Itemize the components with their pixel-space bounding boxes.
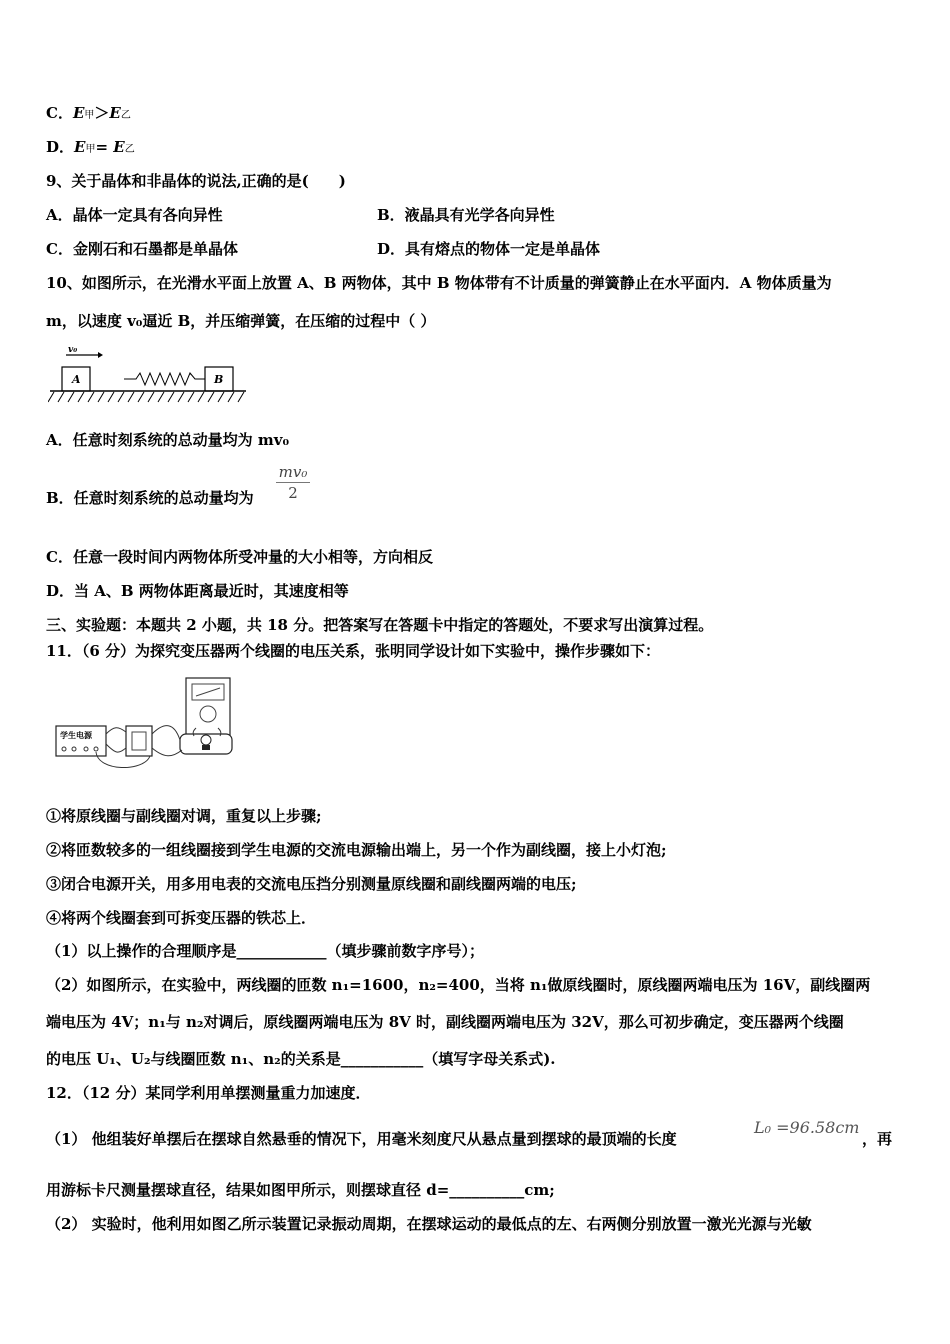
fraction-denominator: 2 — [288, 484, 298, 502]
transformer-core — [126, 726, 152, 756]
q12-part-1-line1: （1） 他组装好单摆后在摆球自然悬垂的情况下，用毫米刻度尺从悬点量到摆球的最顶端的长度 — [46, 1130, 677, 1148]
q11-part-2-line3: 的电压 U₁、U₂与线圈匝数 n₁、n₂的关系是___________（填写字母关系式). — [46, 1050, 556, 1068]
option-c-energy: C．E甲＞E乙 — [46, 104, 131, 122]
q12-stem: 12．（12 分）某同学利用单摆测量重力加速度． — [46, 1084, 371, 1102]
q10-option-b: B．任意时刻系统的总动量均为 — [46, 489, 254, 507]
q9-option-b: B．液晶具有光学各向异性 — [377, 206, 555, 224]
q9-option-a: A．晶体一定具有各向异性 — [46, 206, 223, 224]
q10-stem-line2: m，以速度 v₀逼近 B，并压缩弹簧，在压缩的过程中（ ） — [46, 312, 436, 330]
block-b-label: B — [214, 373, 224, 386]
q11-part-2-line2: 端电压为 4V；n₁与 n₂对调后，原线圈两端电压为 8V 时，副线圈两端电压为 32V，那么可初步确定，变压器两个线圈 — [46, 1013, 844, 1031]
q11-part-2-line1: （2）如图所示，在实验中，两线圈的匝数 n₁=1600，n₂=400，当将 n₁做原线圈时，原线圈两端电压为 16V，副线圈两 — [46, 976, 871, 994]
transformer-experiment-diagram — [54, 674, 236, 778]
velocity-label: v₀ — [68, 345, 78, 355]
q12-part-1-line1-end: ，再 — [862, 1130, 893, 1148]
q11-step-3: ③闭合电源开关，用多用电表的交流电压挡分别测量原线圈和副线圈两端的电压; — [46, 875, 577, 893]
option-d-energy: D．E甲= E乙 — [46, 138, 135, 156]
q11-part-1: （1）以上操作的合理顺序是____________（填步骤前数字序号）； — [46, 942, 484, 960]
bulb-icon — [201, 735, 211, 745]
ground-hatching — [48, 392, 244, 402]
power-supply-label: 学生电源 — [60, 731, 92, 740]
q10-option-c: C．任意一段时间内两物体所受冲量的大小相等，方向相反 — [46, 548, 433, 566]
velocity-arrow-head-icon — [98, 352, 103, 358]
length-formula: L₀ =96.58cm — [754, 1118, 860, 1137]
q9-option-d: D．具有熔点的物体一定是单晶体 — [377, 240, 601, 258]
q9-option-c: C．金刚石和石墨都是单晶体 — [46, 240, 238, 258]
multimeter-dial-icon — [200, 706, 216, 722]
fraction-mv0-over-2 — [276, 463, 310, 502]
q10-option-a: A．任意时刻系统的总动量均为 mv₀ — [46, 431, 290, 449]
q11-step-1: ①将原线圈与副线圈对调，重复以上步骤; — [46, 807, 322, 825]
q11-step-4: ④将两个线圈套到可拆变压器的铁芯上． — [46, 909, 317, 927]
q12-part-2-line1: （2） 实验时，他利用如图乙所示装置记录振动周期，在摆球运动的最低点的左、右两侧分别放置一激光光源与光敏 — [46, 1215, 812, 1233]
q11-step-2: ②将匝数较多的一组线圈接到学生电源的交流电源输出端上，另一个作为副线圈，接上小灯泡; — [46, 841, 667, 859]
q10-stem-line1: 10、如图所示，在光滑水平面上放置 A、B 两物体，其中 B 物体带有不计质量的弹簧静止在水平面内．A 物体质量为 — [46, 274, 832, 292]
section-3-heading: 三、实验题：本题共 2 小题，共 18 分。把答案写在答题卡中指定的答题处，不要求写出演算过程。 — [46, 616, 714, 634]
q10-option-d: D．当 A、B 两物体距离最近时，其速度相等 — [46, 582, 349, 600]
block-a-label: A — [72, 373, 81, 386]
q9-stem: 9、关于晶体和非晶体的说法,正确的是( ) — [46, 172, 346, 190]
q12-part-1-line2: 用游标卡尺测量摆球直径，结果如图甲所示，则摆球直径 d=__________cm; — [46, 1181, 555, 1199]
spring-icon — [124, 373, 205, 385]
q11-stem: 11．（6 分）为探究变压器两个线圈的电压关系，张明同学设计如下实验中，操作步骤如下： — [46, 642, 661, 660]
spring-blocks-diagram — [48, 341, 248, 407]
fraction-numerator: mv₀ — [278, 463, 308, 481]
fraction-bar — [276, 482, 310, 483]
bulb-base — [202, 745, 210, 750]
